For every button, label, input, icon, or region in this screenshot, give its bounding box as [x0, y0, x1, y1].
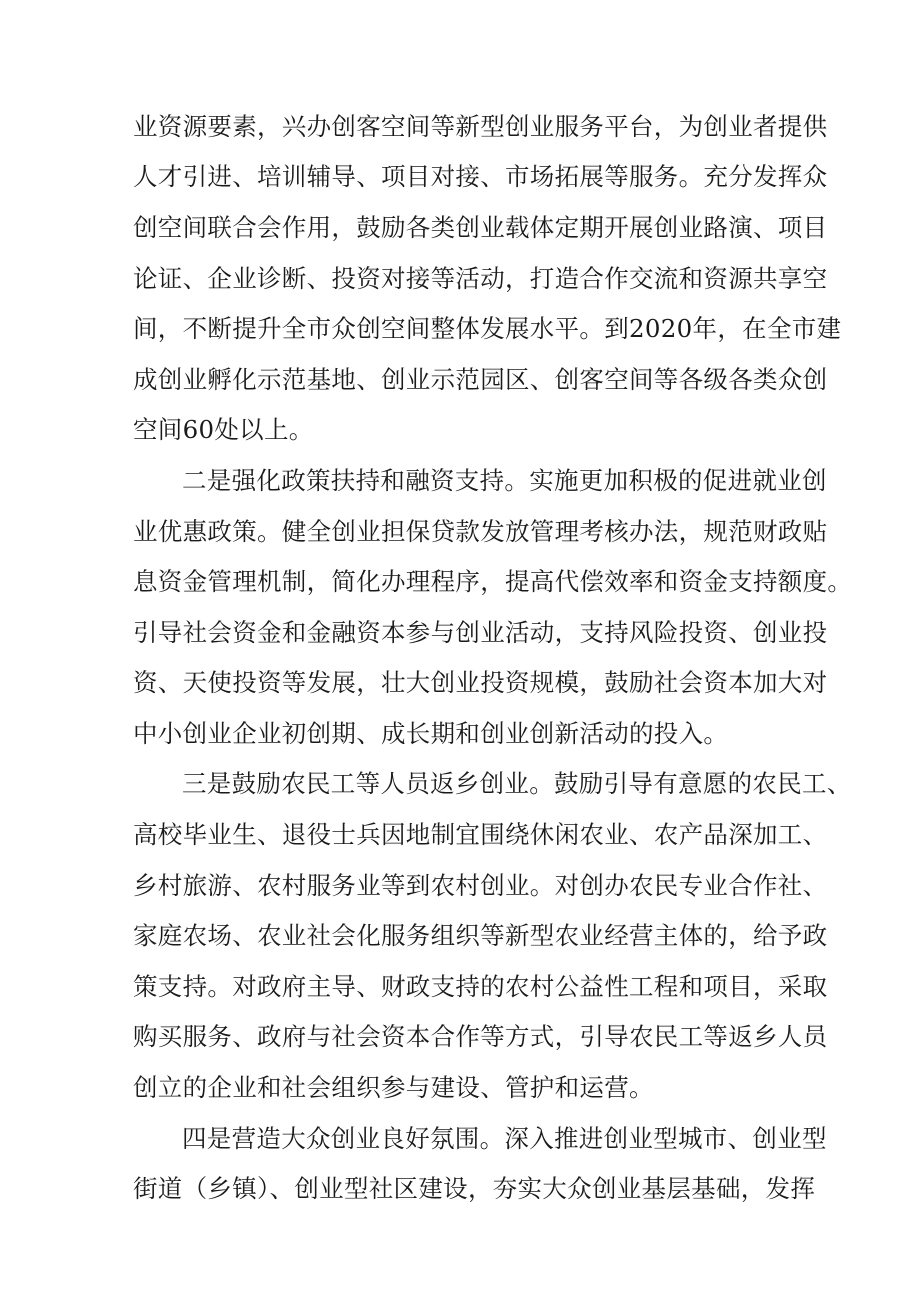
text-line: 购买服务、政府与社会资本合作等方式，引导农民工等返乡人员 — [133, 1022, 828, 1051]
text-line: 业资源要素，兴办创客空间等新型创业服务平台，为创业者提供 — [133, 112, 828, 141]
text-line: 引导社会资金和金融资本参与创业活动，支持风险投资、创业投 — [133, 618, 828, 647]
text-line: 二是强化政策扶持和融资支持。实施更加积极的促进就业创 — [182, 466, 827, 495]
text-line: 中小创业企业初创期、成长期和创业创新活动的投入。 — [133, 719, 729, 748]
text-line: 空间60处以上。 — [133, 415, 314, 444]
text-line: 人才引进、培训辅导、项目对接、市场拓展等服务。充分发挥众 — [133, 162, 828, 191]
text-line: 资、天使投资等发展，壮大创业投资规模，鼓励社会资本加大对 — [133, 668, 828, 697]
text-line: 间，不断提升全市众创空间整体发展水平。到2020年，在全市建 — [133, 314, 842, 343]
text-line: 高校毕业生、退役士兵因地制宜围绕休闲农业、农产品深加工、 — [133, 820, 828, 849]
text-line: 成创业孵化示范基地、创业示范园区、创客空间等各级各类众创 — [133, 365, 828, 394]
text-line: 业优惠政策。健全创业担保贷款发放管理考核办法，规范财政贴 — [133, 517, 828, 546]
text-line: 街道（乡镇）、创业型社区建设，夯实大众创业基层基础，发挥 — [133, 1174, 816, 1203]
text-line: 家庭农场、农业社会化服务组织等新型农业经营主体的，给予政 — [133, 921, 828, 950]
text-line: 乡村旅游、农村服务业等到农村创业。对创办农民专业合作社、 — [133, 871, 828, 900]
text-line: 创立的企业和社会组织参与建设、管护和运营。 — [133, 1073, 654, 1102]
text-line: 三是鼓励农民工等人员返乡创业。鼓励引导有意愿的农民工、 — [182, 769, 852, 798]
text-line: 四是营造大众创业良好氛围。深入推进创业型城市、创业型 — [182, 1124, 827, 1153]
text-line: 息资金管理机制，简化办理程序，提高代偿效率和资金支持额度。 — [133, 567, 853, 596]
text-line: 策支持。对政府主导、财政支持的农村公益性工程和项目，采取 — [133, 972, 828, 1001]
text-line: 创空间联合会作用，鼓励各类创业载体定期开展创业路演、项目 — [133, 213, 828, 242]
text-line: 论证、企业诊断、投资对接等活动，打造合作交流和资源共享空 — [133, 264, 828, 293]
